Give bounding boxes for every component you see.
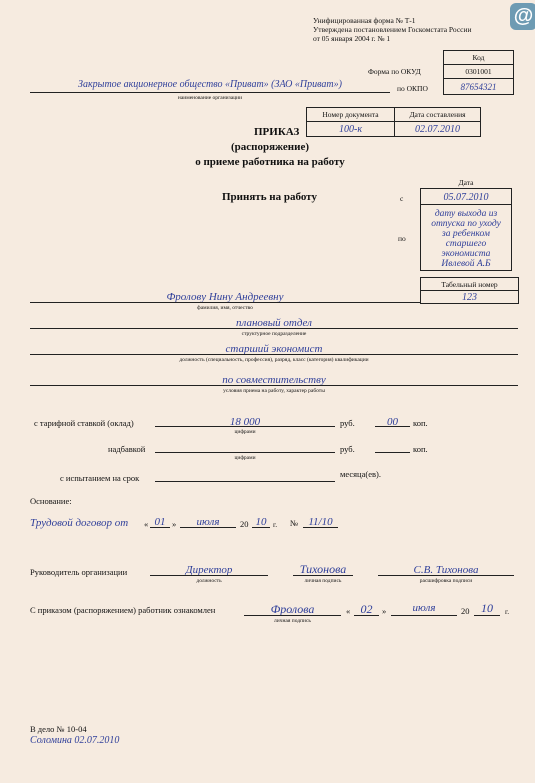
employee-dept-caption: структурное подразделение xyxy=(241,331,307,337)
doc-number-header: Номер документа xyxy=(306,107,395,122)
basis-num-label: № xyxy=(290,518,299,528)
okud-value: 0301001 xyxy=(443,64,514,79)
bonus-kop-line xyxy=(375,452,410,453)
head-signature: Тихонова xyxy=(299,562,347,576)
ack-signature-caption: личная подпись xyxy=(274,618,311,624)
basis-month: июля xyxy=(196,516,220,528)
hire-label: Принять на работу xyxy=(222,191,317,203)
rate-kop-value: 00 xyxy=(387,416,398,428)
probation-months: месяца(ев). xyxy=(340,469,381,479)
footer-note: Соломина 02.07.2010 xyxy=(30,735,120,746)
basis-day: 01 xyxy=(154,516,166,528)
form-header xyxy=(313,16,472,43)
employee-position-line xyxy=(30,354,518,355)
organization-name: Закрытое акционерное общество «Приват» (ЗАО «Приват») xyxy=(78,79,342,90)
probation-label: с испытанием на срок xyxy=(60,473,140,483)
doc-date-value: 02.07.2010 xyxy=(394,121,481,137)
rate-kop-line xyxy=(375,426,410,427)
rate-rub: руб. xyxy=(340,418,355,428)
basis-num: 11/10 xyxy=(308,516,333,528)
hire-from-label: с xyxy=(400,194,404,203)
ack-year-prefix: 20 xyxy=(461,606,470,616)
hire-to-text: дату выхода из отпуска по уходу за ребенком старшего экономиста Ивлевой А.Б xyxy=(420,204,512,271)
footer-file: В дело № 10-04 xyxy=(30,724,87,734)
ack-day-line xyxy=(354,615,379,616)
employee-conditions-caption: условия приема на работу, характер работы xyxy=(223,388,325,394)
tab-number-header: Табельный номер xyxy=(420,277,519,291)
head-label: Руководитель организации xyxy=(30,567,128,577)
ack-year-suffix: г. xyxy=(505,607,510,616)
employee-position: старший экономист xyxy=(225,343,323,355)
bonus-line xyxy=(155,452,335,453)
employee-name-line xyxy=(30,302,420,303)
form-header-line1: Унифицированная форма № Т-1 xyxy=(313,16,416,25)
employee-dept: плановый отдел xyxy=(236,317,312,329)
ack-month-line xyxy=(391,615,457,616)
basis-doc: Трудовой договор от xyxy=(30,517,129,529)
employee-dept-line xyxy=(30,328,518,329)
basis-day-line xyxy=(150,527,170,528)
basis-year-suffix: г. xyxy=(273,520,278,529)
title-line2: (распоряжение) xyxy=(230,141,309,153)
tab-number-value: 123 xyxy=(420,290,519,304)
title-line1: ПРИКАЗ xyxy=(254,126,300,138)
form-header-line2: Утверждена постановлением Госкомстата России xyxy=(313,25,472,34)
basis-year: 10 xyxy=(255,516,267,528)
bonus-rub: руб. xyxy=(340,444,355,454)
basis-year-prefix: 20 xyxy=(240,519,249,529)
probation-line xyxy=(155,481,335,482)
bonus-label: надбавкой xyxy=(108,444,146,454)
hire-from-date: 05.07.2010 xyxy=(420,188,512,205)
at-sign-icon[interactable]: @ xyxy=(510,3,535,30)
organization-line xyxy=(30,92,390,93)
basis-quote-close: » xyxy=(172,519,177,529)
rate-label: с тарифной ставкой (оклад) xyxy=(34,418,134,428)
basis-month-line xyxy=(180,527,236,528)
kod-header: Код xyxy=(443,50,514,65)
ack-year: 10 xyxy=(481,601,493,615)
rate-kop: коп. xyxy=(413,418,428,428)
head-position-caption: должность xyxy=(196,578,222,584)
basis-year-line xyxy=(252,527,270,528)
employee-conditions: по совместительству xyxy=(222,374,326,386)
head-decoding-line xyxy=(378,575,514,576)
rate-line xyxy=(155,426,335,427)
form-header-line3: от 05 января 2004 г. № 1 xyxy=(313,34,391,43)
ack-quote-open: « xyxy=(346,606,351,616)
ack-day: 02 xyxy=(360,602,373,616)
organization-caption: наименование организации xyxy=(177,95,243,101)
head-position-line xyxy=(150,575,268,576)
ack-month: июля xyxy=(412,602,436,614)
bonus-caption: цифрами xyxy=(234,455,256,461)
ack-quote-close: » xyxy=(382,606,387,616)
rate-value: 18 000 xyxy=(229,416,261,428)
hire-to-label: по xyxy=(398,234,406,243)
basis-quote-open: « xyxy=(144,519,149,529)
ack-label: С приказом (распоряжением) работник ознакомлен xyxy=(30,605,216,615)
head-decoding-caption: расшифровка подписи xyxy=(419,578,473,584)
okpo-value: 87654321 xyxy=(443,78,514,95)
employee-name-caption: фамилия, имя, отчество xyxy=(197,305,253,311)
head-signature-line xyxy=(293,575,353,576)
ack-signature-line xyxy=(244,615,341,616)
rate-caption: цифрами xyxy=(234,429,256,435)
ack-signature: Фролова xyxy=(270,602,315,616)
doc-number-value: 100-к xyxy=(306,121,395,137)
okpo-label: по ОКПО xyxy=(397,84,428,93)
head-signature-caption: личная подпись xyxy=(304,578,342,584)
employee-position-caption: должность (специальность, профессия), разряд, класс (категория) квалификации xyxy=(179,357,369,363)
head-position: Директор xyxy=(185,564,233,576)
hire-date-header: Дата xyxy=(458,178,474,187)
basis-label: Основание: xyxy=(30,496,72,506)
bonus-kop: коп. xyxy=(413,444,428,454)
ack-year-line xyxy=(474,615,500,616)
title-line3: о приеме работника на работу xyxy=(195,156,345,168)
employee-conditions-line xyxy=(30,385,518,386)
okud-label: Форма по ОКУД xyxy=(368,67,421,76)
employee-name: Фролову Нину Андреевну xyxy=(166,291,284,303)
basis-num-line xyxy=(303,527,338,528)
head-decoding: С.В. Тихонова xyxy=(413,564,479,576)
doc-date-header: Дата составления xyxy=(394,107,481,122)
